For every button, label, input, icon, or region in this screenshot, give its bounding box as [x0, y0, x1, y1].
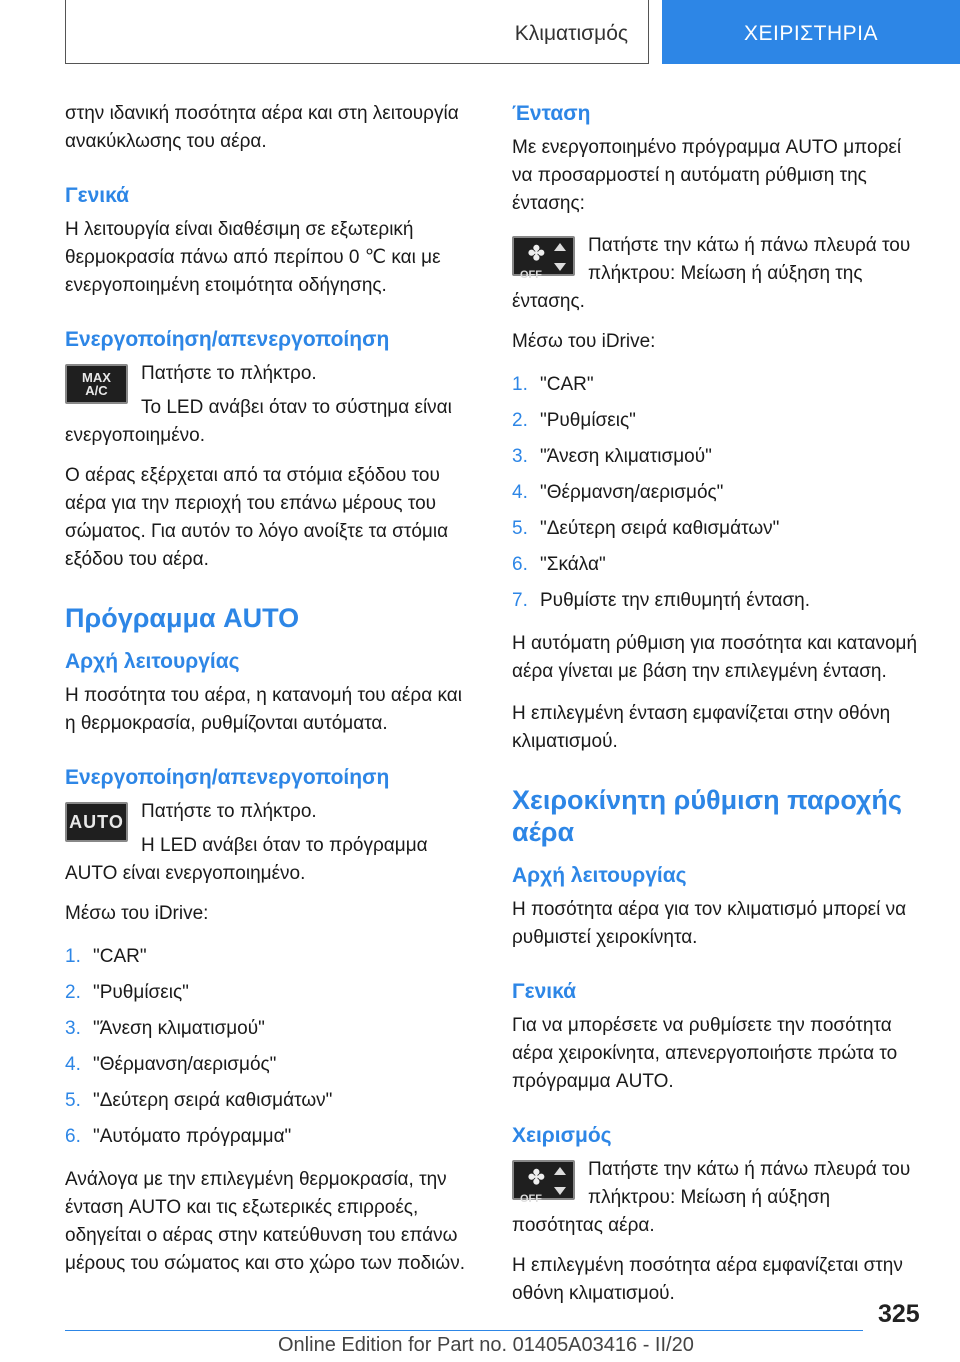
- left-column: [65, 100, 475, 1292]
- max-ac-icon-line2: A/C: [85, 383, 108, 398]
- heading-general: Γενικά: [65, 184, 130, 207]
- idrive-text: Μέσω του iDrive:: [512, 331, 656, 352]
- auto-led-text: Η LED ανάβει όταν το πρόγραμμα AUTO είναι ενεργοποιημένο.: [65, 835, 428, 884]
- operation-instruction: [512, 1156, 922, 1240]
- intensity-display-text: Η επιλεγμένη ένταση εμφανίζεται στην οθόνη κλιματισμού.: [512, 703, 891, 752]
- list-item: 1. "CAR": [65, 946, 147, 967]
- list-item: 6. "Αυτόματο πρόγραμμα": [65, 1126, 292, 1147]
- arrow-down-icon: [554, 1187, 566, 1195]
- closing-text: Ανάλογα με την επιλεγμένη θερμοκρασία, την ένταση AUTO και τις εξωτερικές επιρροές, οδηγείται ο αέρας στην κατεύθυνση του επάνω μέρους του σώματος και στο χώρο των ποδιών.: [65, 1169, 466, 1274]
- heading-activation-auto: Ενεργοποίηση/απενεργοποίηση: [65, 766, 390, 789]
- header-section-tab: [65, 0, 649, 64]
- list-item: 4. "Θέρμανση/αερισμός": [512, 482, 724, 503]
- list-item: 7. Ρυθμίστε την επιθυμητή ένταση.: [512, 590, 811, 611]
- list-item: 5. "Δεύτερη σειρά καθισμάτων": [65, 1090, 333, 1111]
- idrive-steps-list: [65, 942, 475, 1152]
- intensity-press-text: Πατήστε την κάτω ή πάνω πλευρά του πλήκτρου: Μείωση ή αύξηση της έντασης.: [512, 235, 911, 312]
- footer-edition-text: Online Edition for Part no. 01405A03416 - II/20: [278, 1334, 694, 1356]
- heading-operation: Χειρισμός: [512, 1124, 612, 1147]
- fan-rocker-button-icon: [512, 236, 575, 281]
- intro-text: στην ιδανική ποσότητα αέρα και στη λειτουργία ανακύκλωσης του αέρα.: [65, 103, 459, 152]
- heading-general: Γενικά: [512, 980, 577, 1003]
- fan-rocker-button-icon: [512, 1160, 575, 1205]
- idrive-steps-list: [512, 370, 922, 616]
- heading-principle: Αρχή λειτουργίας: [65, 650, 240, 673]
- arrow-up-icon: [554, 243, 566, 251]
- list-item: 2. "Ρυθμίσεις": [512, 410, 636, 431]
- auto-distribution-text: Η αυτόματη ρύθμιση για ποσότητα και κατανομή αέρα γίνεται με βάση την επιλεγμένη ένταση.: [512, 633, 918, 682]
- general-text: Για να μπορέσετε να ρυθμίσετε την ποσότητα αέρα χειροκίνητα, απενεργοποιήστε πρώτα το πρόγραμμα AUTO.: [512, 1015, 898, 1092]
- list-item: 6. "Σκάλα": [512, 554, 606, 575]
- heading-intensity: Ένταση: [512, 102, 591, 125]
- auto-button-icon: AUTO: [65, 802, 128, 842]
- footer-divider: [65, 1330, 863, 1331]
- max-ac-button-icon: [65, 364, 128, 404]
- operation-press-text: Πατήστε την κάτω ή πάνω πλευρά του πλήκτρου: Μείωση ή αύξηση ποσότητας αέρα.: [512, 1159, 911, 1236]
- auto-instruction: [65, 798, 475, 888]
- fan-off-label: OFF: [520, 269, 542, 281]
- intensity-instruction: [512, 232, 922, 316]
- arrow-down-icon: [554, 263, 566, 271]
- arrow-up-icon: [554, 1167, 566, 1175]
- heading-activation-maxac: Ενεργοποίηση/απενεργοποίηση: [65, 328, 390, 351]
- maxac-led-text: Το LED ανάβει όταν το σύστημα είναι ενεργοποιημένο.: [65, 397, 452, 446]
- header-section-title: Κλιματισμός: [514, 22, 628, 45]
- list-item: 3. "Άνεση κλιματισμού": [65, 1018, 265, 1039]
- header-chapter-title: ΧΕΙΡΙΣΤΗΡΙΑ: [743, 22, 878, 45]
- max-ac-icon-line1: MAX: [82, 370, 111, 385]
- idrive-text: Μέσω του iDrive:: [65, 903, 209, 924]
- heading-auto-program: Πρόγραμμα AUTO: [65, 603, 300, 633]
- page-number: 325: [878, 1300, 920, 1328]
- operation-display-text: Η επιλεγμένη ποσότητα αέρα εμφανίζεται στην οθόνη κλιματισμού.: [512, 1255, 903, 1304]
- list-item: 3. "Άνεση κλιματισμού": [512, 446, 712, 467]
- right-column: [512, 100, 922, 1322]
- fan-icon: ✤: [528, 243, 545, 265]
- general-text: Η λειτουργία είναι διαθέσιμη σε εξωτερική θερμοκρασία πάνω από περίπου 0 ℃ και με ενεργοποιημένη ετοιμότητα οδήγησης.: [65, 219, 441, 296]
- air-flow-text: Ο αέρας εξέρχεται από τα στόμια εξόδου του αέρα για την περιοχή του επάνω μέρους του σώματος. Για αυτόν το λόγο ανοίξτε τα στόμια εξόδου του αέρα.: [65, 465, 449, 570]
- auto-press-text: Πατήστε το πλήκτρο.: [141, 801, 317, 822]
- maxac-press-text: Πατήστε το πλήκτρο.: [141, 363, 317, 384]
- list-item: 1. "CAR": [512, 374, 594, 395]
- heading-manual-air: Χειροκίνητη ρύθμιση παροχής αέρα: [512, 785, 902, 847]
- fan-off-label: OFF: [520, 1193, 542, 1205]
- fan-icon: ✤: [528, 1167, 545, 1189]
- list-item: 5. "Δεύτερη σειρά καθισμάτων": [512, 518, 780, 539]
- principle-text: Η ποσότητα αέρα για τον κλιματισμό μπορεί να ρυθμιστεί χειροκίνητα.: [512, 899, 907, 948]
- header-chapter-tab: [662, 0, 960, 64]
- maxac-instruction: [65, 360, 475, 450]
- intensity-text: Με ενεργοποιημένο πρόγραμμα AUTO μπορεί να προσαρμοστεί η αυτόματη ρύθμιση της έντασης:: [512, 137, 902, 214]
- list-item: 2. "Ρυθμίσεις": [65, 982, 189, 1003]
- principle-text: Η ποσότητα του αέρα, η κατανομή του αέρα και η θερμοκρασία, ρυθμίζονται αυτόματα.: [65, 685, 462, 734]
- list-item: 4. "Θέρμανση/αερισμός": [65, 1054, 277, 1075]
- heading-principle: Αρχή λειτουργίας: [512, 864, 687, 887]
